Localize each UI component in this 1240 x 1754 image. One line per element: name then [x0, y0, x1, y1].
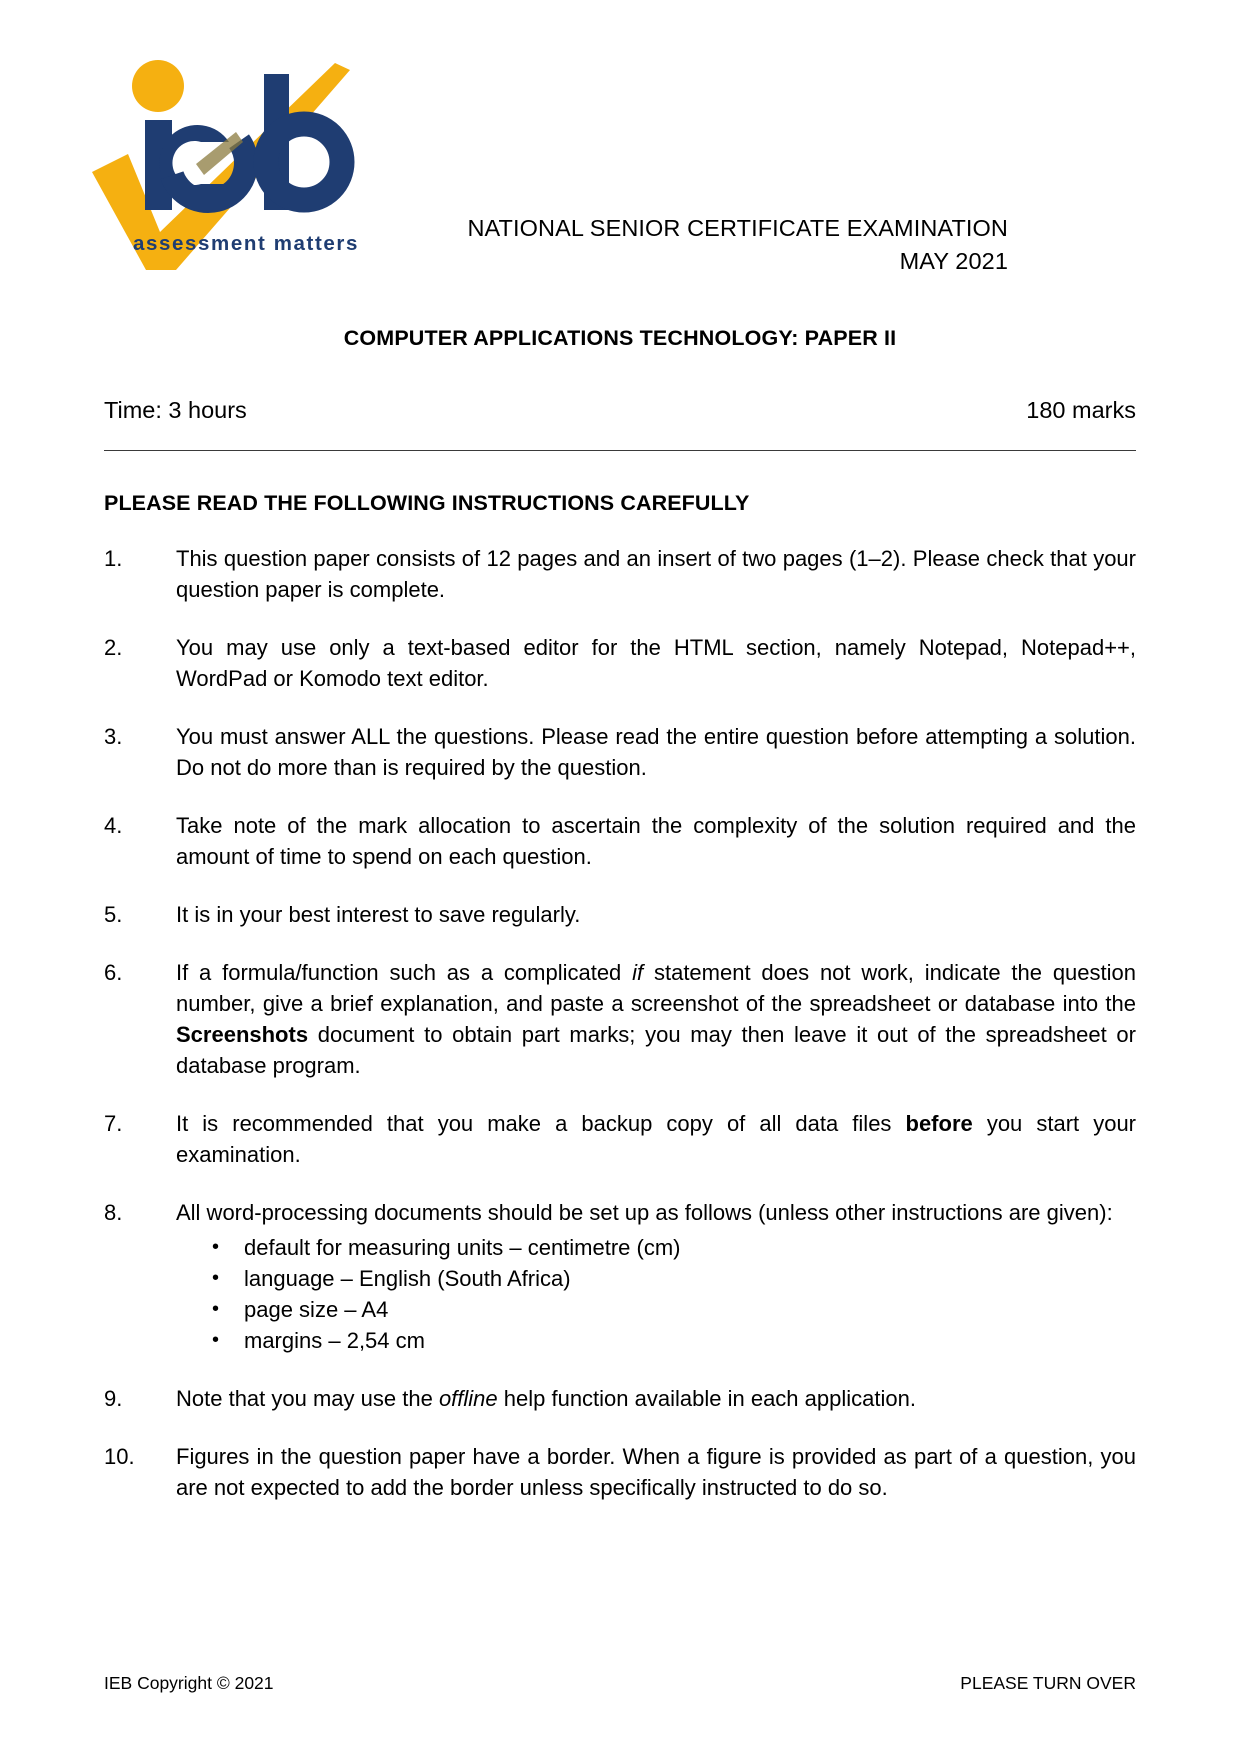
sub-bullet-text: page size – A4 — [244, 1297, 389, 1322]
page-title: COMPUTER APPLICATIONS TECHNOLOGY: PAPER II — [343, 326, 897, 350]
instruction-number: 6. — [104, 960, 123, 985]
instruction-item — [104, 1441, 1136, 1503]
exam-title-block — [467, 212, 1008, 278]
sub-bullet-text: margins – 2,54 cm — [244, 1328, 425, 1353]
exam-total-marks: 180 marks — [1026, 397, 1136, 423]
instruction-text: It is in your best interest to save regularly. — [176, 902, 581, 927]
time-and-marks — [104, 397, 1136, 424]
header-divider — [104, 450, 1136, 451]
instruction-text-part: Note that you may use the — [176, 1386, 439, 1411]
instruction-number: 10. — [104, 1444, 135, 1469]
instructions-heading: PLEASE READ THE FOLLOWING INSTRUCTIONS CAREFULLY — [104, 491, 750, 515]
exam-date: MAY 2021 — [899, 248, 1008, 274]
instruction-text: Take note of the mark allocation to ascertain the complexity of the solution required and the amount of time to spend on each question. — [176, 813, 1136, 869]
instruction-text — [176, 957, 1136, 1081]
instruction-text-part: If a formula/function such as a complicated — [176, 960, 633, 985]
instruction-text-bold: Screenshots — [176, 1022, 309, 1047]
instruction-number: 2. — [104, 635, 123, 660]
instruction-item — [104, 957, 1136, 1081]
instruction-sub-bullets — [176, 1232, 1136, 1356]
exam-name: NATIONAL SENIOR CERTIFICATE EXAMINATION — [467, 215, 1008, 241]
sub-bullet-text: language – English (South Africa) — [244, 1266, 571, 1291]
instruction-text — [176, 1197, 1136, 1356]
instructions-list — [104, 543, 1136, 1503]
sub-bullet-item — [176, 1325, 1136, 1356]
sub-bullet-item — [176, 1263, 1136, 1294]
instruction-text-part: help function available in each application. — [497, 1386, 916, 1411]
page-header — [0, 0, 1240, 300]
instruction-number: 8. — [104, 1200, 123, 1225]
instruction-text: Figures in the question paper have a border. When a figure is provided as part of a question, you are not expected to add the border unless specifically instructed to do so. — [176, 1444, 1136, 1500]
instruction-text: You may use only a text-based editor for the HTML section, namely Notepad, Notepad++, WordPad or Komodo text editor. — [176, 635, 1136, 691]
logo-letter-b-bowl — [266, 124, 342, 200]
instruction-number: 7. — [104, 1111, 123, 1136]
instruction-number: 4. — [104, 813, 123, 838]
instruction-item — [104, 721, 1136, 783]
instruction-item — [104, 1197, 1136, 1356]
instruction-number: 9. — [104, 1386, 123, 1411]
instruction-number: 3. — [104, 724, 123, 749]
instruction-text-part: statement does not work, indicate the question number, give a brief explanation, and paste a screenshot of the spreadsheet or database into the — [176, 960, 1136, 1016]
bullet-icon: • — [212, 1236, 220, 1258]
instruction-text-part: you start your examination. — [176, 1111, 1136, 1167]
instruction-item — [104, 543, 1136, 605]
instruction-number: 5. — [104, 902, 123, 927]
bullet-icon: • — [212, 1267, 220, 1289]
sub-bullet-item — [176, 1294, 1136, 1325]
footer-copyright: IEB Copyright © 2021 — [104, 1673, 274, 1693]
instruction-text: You must answer ALL the questions. Please read the entire question before attempting a solution. Do not do more than is required by the question. — [176, 724, 1136, 780]
bullet-icon: • — [212, 1298, 220, 1320]
instruction-text: This question paper consists of 12 pages and an insert of two pages (1–2). Please check that your question paper is complete. — [176, 546, 1136, 602]
exam-duration: Time: 3 hours — [104, 397, 247, 423]
page-footer — [104, 1673, 1136, 1694]
logo-dot-icon — [132, 60, 184, 112]
instruction-text — [176, 1108, 1136, 1170]
logo-tagline: assessment matters — [133, 232, 359, 255]
instruction-item — [104, 1383, 1136, 1414]
instruction-text-italic: offline — [438, 1386, 498, 1411]
instruction-item — [104, 810, 1136, 872]
instruction-item — [104, 632, 1136, 694]
bullet-icon: • — [212, 1329, 220, 1351]
ieb-logo — [88, 46, 388, 276]
footer-turn-over: PLEASE TURN OVER — [960, 1673, 1136, 1693]
instruction-text-italic: if — [632, 960, 644, 985]
instruction-text-part: It is recommended that you make a backup copy of all data files — [176, 1111, 906, 1136]
instruction-number: 1. — [104, 546, 123, 571]
ieb-logo-graphic — [88, 46, 388, 276]
instruction-item — [104, 899, 1136, 930]
instruction-text-part: document to obtain part marks; you may then leave it out of the spreadsheet or database program. — [176, 1022, 1136, 1078]
instruction-item — [104, 1108, 1136, 1170]
sub-bullet-text: default for measuring units – centimetre (cm) — [244, 1235, 681, 1260]
instruction-text — [176, 1383, 1136, 1414]
instruction-text-lead: All word-processing documents should be set up as follows (unless other instructions are given): — [176, 1200, 1113, 1225]
sub-bullet-item — [176, 1232, 1136, 1263]
instruction-text-bold: before — [905, 1111, 973, 1136]
